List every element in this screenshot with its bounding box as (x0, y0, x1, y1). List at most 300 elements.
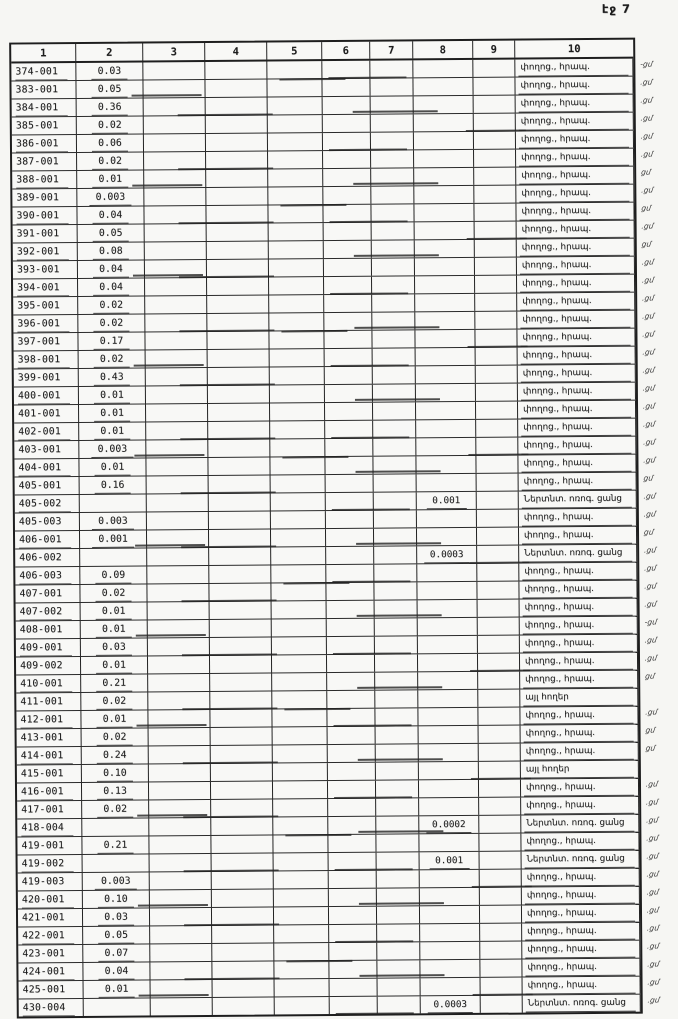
empty-cell-6 (325, 403, 373, 420)
empty-cell-9 (474, 150, 516, 167)
empty-cell-6 (323, 151, 371, 168)
parcel-id: 425-001 (22, 984, 66, 996)
area-cell (79, 405, 146, 423)
empty-cell-7 (371, 186, 414, 203)
empty-cell-9 (480, 870, 522, 887)
empty-cell-5 (268, 115, 323, 132)
empty-cell-4 (206, 170, 268, 187)
area-cell (83, 962, 150, 980)
margin-annotation: .ցմ (643, 545, 657, 555)
area-cell (80, 495, 147, 513)
empty-cell-7 (375, 708, 418, 725)
margin-annotation: ցմ (644, 671, 656, 681)
parcel-id-cell (14, 351, 79, 369)
empty-cell-4 (212, 890, 274, 907)
empty-cell-3 (151, 998, 213, 1015)
land-use-label: փողոց., հրապ. (523, 617, 633, 634)
column-header: 10 (567, 42, 581, 55)
empty-cell-6 (327, 655, 375, 672)
empty-cell-7 (372, 240, 415, 257)
empty-cell-5 (273, 763, 328, 780)
empty-cell-7 (375, 654, 418, 671)
land-use-label: փողոց., հրապ. (522, 527, 632, 544)
margin-annotation: .ցմ (643, 563, 657, 573)
area-value: 0.04 (93, 207, 129, 223)
empty-cell-6 (326, 565, 374, 582)
empty-cell-4 (209, 548, 271, 565)
margin-annotation: ցմ (642, 473, 654, 483)
area-cell (79, 369, 146, 387)
parcel-id-cell (13, 315, 78, 333)
empty-cell-9 (477, 528, 519, 545)
land-use-cell (518, 401, 636, 419)
margin-annotation: .ցմ (645, 833, 659, 843)
parcel-id-cell (12, 117, 77, 135)
secondary-area-value: 0.001 (426, 492, 466, 508)
empty-cell-9 (476, 438, 518, 455)
column-header: 5 (267, 42, 322, 59)
empty-cell-9 (478, 654, 520, 671)
margin-annotation: .ցմ (645, 779, 659, 789)
empty-cell-5 (272, 673, 327, 690)
margin-annotation: ցմ (641, 239, 652, 249)
empty-cell-3 (149, 782, 211, 799)
empty-cell-4 (206, 116, 268, 133)
parcel-id: 418-004 (21, 820, 73, 836)
empty-cell-9 (476, 420, 518, 437)
secondary-area-value: 0.001 (429, 852, 469, 868)
empty-cell-7 (371, 168, 414, 185)
margin-annotation: .ցմ (641, 221, 655, 231)
empty-cell-3 (147, 566, 209, 583)
empty-cell-6 (326, 583, 374, 600)
empty-cell-9 (480, 924, 522, 941)
area-cell (82, 747, 149, 765)
margin-annotation: .ցմ (643, 509, 657, 519)
land-use-label: փողոց., հրապ. (524, 797, 634, 814)
secondary-area-cell (417, 510, 477, 527)
secondary-area-cell (418, 636, 478, 653)
empty-cell-3 (143, 80, 205, 97)
land-use-label: Ներտնտ. ոռոգ. ցանց (524, 815, 634, 832)
parcel-id-cell (11, 81, 76, 99)
parcel-id: 419-001 (21, 840, 65, 852)
empty-cell-9 (480, 960, 522, 977)
empty-cell-6 (324, 277, 372, 294)
empty-cell-6 (325, 421, 373, 438)
parcel-id: 415-001 (20, 768, 64, 780)
empty-cell-7 (374, 474, 417, 491)
empty-cell-5 (271, 565, 326, 582)
margin-annotation: .ցմ (641, 329, 655, 339)
parcel-id-cell (15, 531, 80, 549)
empty-cell-4 (211, 818, 273, 835)
land-use-label: փողոց., հրապ. (523, 599, 633, 616)
land-use-cell (519, 473, 637, 491)
land-use-label: փողոց., հրապ. (524, 743, 634, 760)
secondary-area-cell (416, 438, 476, 455)
empty-cell-5 (274, 889, 329, 906)
empty-cell-7 (372, 258, 415, 275)
parcel-id: 423-001 (22, 948, 66, 960)
empty-cell-7 (377, 942, 420, 959)
table-row (19, 995, 661, 1017)
secondary-area-cell (417, 474, 477, 491)
empty-cell-7 (373, 402, 416, 419)
secondary-area-cell (420, 852, 480, 869)
area-value: 0.02 (96, 585, 132, 601)
margin-annotation: .ցմ (645, 815, 659, 825)
secondary-area-cell (417, 564, 477, 581)
area-cell (78, 333, 145, 351)
column-header: 1 (11, 44, 76, 62)
parcel-id: 384-001 (16, 100, 68, 116)
empty-cell-4 (208, 458, 270, 475)
empty-cell-3 (144, 98, 206, 115)
column-header: 2 (76, 44, 143, 62)
empty-cell-5 (269, 331, 324, 348)
land-use-label: փողոց., հրապ. (521, 419, 631, 436)
area-cell (82, 729, 149, 747)
empty-cell-5 (270, 385, 325, 402)
empty-cell-9 (476, 348, 518, 365)
area-value: 0.02 (92, 117, 128, 133)
area-cell (82, 836, 149, 854)
empty-cell-3 (144, 116, 206, 133)
land-use-cell (521, 797, 639, 815)
empty-cell-3 (145, 332, 207, 349)
land-use-label: փողոց., հրապ. (523, 653, 633, 670)
empty-cell-9 (479, 798, 521, 815)
area-cell (81, 603, 148, 621)
empty-cell-4 (210, 638, 272, 655)
area-value: 0.003 (92, 441, 134, 457)
parcel-id: 407-002 (20, 604, 72, 620)
land-use-cell (523, 977, 641, 995)
empty-cell-4 (210, 674, 272, 691)
land-use-label: փողոց., հրապ. (518, 59, 628, 76)
area-cell (80, 513, 147, 531)
empty-cell-6 (329, 943, 377, 960)
land-use-cell (521, 761, 639, 779)
empty-cell-4 (210, 602, 272, 619)
empty-cell-6 (329, 907, 377, 924)
margin-annotation: ցմ (640, 203, 652, 213)
empty-cell-4 (207, 242, 269, 259)
parcel-id: 422-001 (22, 928, 74, 944)
land-use-cell (518, 347, 636, 365)
area-value: 0.01 (95, 459, 131, 475)
empty-cell-3 (148, 674, 210, 691)
parcel-id-cell (14, 369, 79, 387)
empty-cell-5 (273, 727, 328, 744)
parcel-id-cell (18, 891, 83, 909)
area-value: 0.04 (93, 279, 129, 295)
parcel-id-cell (15, 567, 80, 585)
empty-cell-3 (150, 962, 212, 979)
parcel-id-cell (19, 981, 84, 999)
empty-cell-9 (476, 402, 518, 419)
empty-cell-7 (371, 96, 414, 113)
land-use-label: փողոց., հրապ. (522, 581, 632, 598)
area-value: 0.02 (94, 315, 130, 331)
parcel-id: 390-001 (16, 208, 68, 224)
land-use-cell (519, 581, 637, 599)
empty-cell-7 (376, 780, 419, 797)
empty-cell-4 (212, 854, 274, 871)
empty-cell-7 (376, 798, 419, 815)
parcel-id: 419-002 (22, 856, 74, 872)
parcel-id-cell (18, 855, 83, 873)
empty-cell-9 (474, 132, 516, 149)
empty-cell-4 (208, 386, 270, 403)
parcel-id: 403-001 (18, 444, 62, 456)
empty-cell-7 (372, 294, 415, 311)
empty-cell-6 (327, 709, 375, 726)
land-use-cell (518, 455, 636, 473)
margin-annotation: .ցմ (641, 293, 655, 303)
land-use-label: փողոց., հրապ. (519, 167, 629, 184)
empty-cell-6 (327, 691, 375, 708)
parcel-id-cell (19, 999, 84, 1017)
empty-cell-4 (211, 746, 273, 763)
empty-cell-7 (378, 978, 421, 995)
land-use-cell (516, 149, 634, 167)
margin-annotation: .ցմ (640, 113, 654, 123)
parcel-id-cell (13, 297, 78, 315)
parcel-id-cell (18, 927, 83, 945)
land-use-label: Ներտնտ. ոռոգ. ցանց (522, 491, 632, 508)
area-cell (78, 243, 145, 261)
empty-cell-5 (270, 403, 325, 420)
margin-annotation: .ցմ (646, 959, 660, 969)
empty-cell-3 (145, 296, 207, 313)
empty-cell-7 (375, 672, 418, 689)
area-cell (81, 675, 148, 693)
margin-annotation: .ցմ (642, 401, 656, 411)
empty-cell-9 (478, 618, 520, 635)
empty-cell-9 (473, 78, 515, 95)
empty-cell-5 (269, 241, 324, 258)
empty-cell-7 (377, 870, 420, 887)
parcel-id: 406-002 (19, 552, 62, 564)
parcel-id: 393-001 (16, 264, 60, 276)
land-use-cell (518, 419, 636, 437)
empty-cell-6 (328, 835, 376, 852)
land-use-cell (521, 725, 639, 743)
empty-cell-4 (210, 656, 272, 673)
area-cell (77, 189, 144, 207)
parcel-id: 409-002 (20, 660, 63, 672)
empty-cell-6 (322, 61, 370, 78)
parcel-id-cell (16, 693, 81, 711)
empty-cell-3 (150, 926, 212, 943)
land-use-label: փողոց., հրապ. (524, 725, 634, 742)
parcel-id-cell (16, 711, 81, 729)
empty-cell-5 (267, 79, 322, 96)
empty-cell-7 (375, 618, 418, 635)
land-use-cell (519, 509, 637, 527)
empty-cell-7 (373, 348, 416, 365)
margin-annotation: .ցմ (640, 185, 654, 195)
empty-cell-5 (272, 655, 327, 672)
empty-cell-4 (210, 692, 272, 709)
parcel-id-cell (13, 333, 78, 351)
empty-cell-3 (149, 746, 211, 763)
empty-cell-4 (209, 530, 271, 547)
area-value: 0.01 (97, 711, 133, 727)
secondary-area-cell (414, 186, 474, 203)
area-cell (77, 207, 144, 225)
area-value: 0.24 (97, 747, 133, 763)
empty-cell-4 (206, 188, 268, 205)
empty-cell-5 (272, 619, 327, 636)
empty-cell-6 (325, 367, 373, 384)
empty-cell-3 (147, 476, 209, 493)
land-use-label: փողոց., հրապ. (521, 365, 631, 382)
margin-annotation: .ցմ (642, 437, 656, 447)
land-use-label: փողոց., հրապ. (523, 635, 633, 652)
parcel-id: 389-001 (16, 192, 60, 204)
area-value: 0.04 (99, 963, 135, 979)
parcel-id-cell (15, 477, 80, 495)
land-use-cell (520, 653, 638, 671)
area-value: 0.10 (97, 765, 133, 781)
parcel-id: 400-001 (18, 388, 70, 404)
land-use-cell (517, 329, 635, 347)
area-value: 0.01 (92, 171, 128, 187)
area-value: 0.03 (96, 639, 132, 655)
land-use-label: փողոց., հրապ. (525, 887, 635, 904)
empty-cell-6 (328, 727, 376, 744)
area-cell (76, 63, 143, 81)
area-value: 0.10 (98, 891, 134, 907)
area-value: 0.01 (94, 387, 130, 403)
secondary-area-cell (419, 780, 479, 797)
area-cell (80, 585, 147, 603)
secondary-area-cell (419, 762, 479, 779)
land-use-label: փողոց., հրապ. (525, 959, 635, 976)
empty-cell-9 (475, 240, 517, 257)
empty-cell-3 (149, 800, 211, 817)
parcel-id: 399-001 (17, 372, 61, 384)
parcel-id: 406-003 (19, 568, 71, 584)
parcel-id: 405-002 (19, 496, 71, 512)
empty-cell-6 (322, 79, 370, 96)
empty-cell-6 (329, 853, 377, 870)
area-value: 0.16 (95, 477, 131, 493)
empty-cell-7 (376, 834, 419, 851)
empty-cell-5 (268, 205, 323, 222)
land-use-cell (516, 95, 634, 113)
land-use-label: փողոց., հրապ. (526, 977, 636, 994)
empty-cell-6 (328, 781, 376, 798)
empty-cell-3 (146, 422, 208, 439)
empty-cell-9 (477, 510, 519, 527)
parcel-id: 407-001 (19, 588, 63, 600)
parcel-id-cell (15, 549, 80, 567)
empty-cell-9 (476, 456, 518, 473)
empty-cell-6 (327, 637, 375, 654)
empty-cell-7 (371, 204, 414, 221)
parcel-id: 398-001 (18, 352, 70, 368)
land-use-cell (522, 887, 640, 905)
parcel-id-cell (14, 423, 79, 441)
parcel-id: 405-001 (18, 480, 62, 492)
empty-cell-3 (145, 314, 207, 331)
parcel-id: 404-001 (18, 460, 70, 476)
land-use-label: փողոց., հրապ. (521, 455, 631, 472)
empty-cell-5 (268, 133, 323, 150)
empty-cell-5 (271, 493, 326, 510)
area-value: 0.13 (97, 783, 133, 799)
empty-cell-6 (324, 259, 372, 276)
empty-cell-5 (271, 511, 326, 528)
empty-cell-7 (371, 150, 414, 167)
empty-cell-9 (478, 600, 520, 617)
land-use-cell (515, 77, 633, 95)
empty-cell-4 (212, 926, 274, 943)
secondary-area-cell (420, 942, 480, 959)
parcel-id-cell (18, 873, 83, 891)
empty-cell-3 (150, 854, 212, 871)
land-use-label: փողոց., հրապ. (522, 473, 632, 490)
empty-cell-9 (477, 492, 519, 509)
empty-cell-3 (144, 152, 206, 169)
land-use-label: Ներտնտ. ոռոգ. ցանց (525, 851, 635, 868)
margin-annotation: .ցմ (640, 95, 654, 105)
margin-annotation: .ցմ (646, 941, 660, 951)
empty-cell-7 (373, 366, 416, 383)
secondary-area-value: 0.0003 (427, 996, 473, 1012)
margin-annotation: ցմ (645, 743, 656, 753)
secondary-area-cell (414, 114, 474, 131)
parcel-id-cell (11, 63, 76, 81)
secondary-area-cell (416, 366, 476, 383)
land-use-cell (521, 779, 639, 797)
empty-cell-7 (374, 528, 417, 545)
margin-annotation: .ցմ (640, 149, 654, 159)
empty-cell-7 (370, 60, 413, 77)
empty-cell-7 (376, 744, 419, 761)
land-use-label: փողոց., հրապ. (521, 347, 631, 364)
land-use-cell (523, 995, 641, 1013)
land-use-label: փողոց., հրապ. (521, 437, 631, 454)
empty-cell-7 (372, 312, 415, 329)
empty-cell-4 (211, 800, 273, 817)
empty-cell-4 (206, 152, 268, 169)
land-use-cell (519, 545, 637, 563)
parcel-id: 414-001 (21, 748, 73, 764)
empty-cell-3 (148, 620, 210, 637)
parcel-id-cell (12, 135, 77, 153)
empty-cell-5 (270, 439, 325, 456)
empty-cell-5 (269, 295, 324, 312)
margin-annotation: .ցմ (642, 383, 656, 393)
land-use-cell (522, 869, 640, 887)
empty-cell-7 (371, 114, 414, 131)
secondary-area-cell (418, 654, 478, 671)
area-value: 0.01 (94, 423, 130, 439)
empty-cell-5 (269, 277, 324, 294)
empty-cell-4 (212, 908, 274, 925)
margin-annotation: -ցմ (639, 59, 654, 69)
parcel-id: 412-001 (20, 712, 72, 728)
empty-cell-4 (208, 404, 270, 421)
empty-cell-7 (373, 420, 416, 437)
empty-cell-9 (477, 474, 519, 491)
empty-cell-5 (271, 547, 326, 564)
